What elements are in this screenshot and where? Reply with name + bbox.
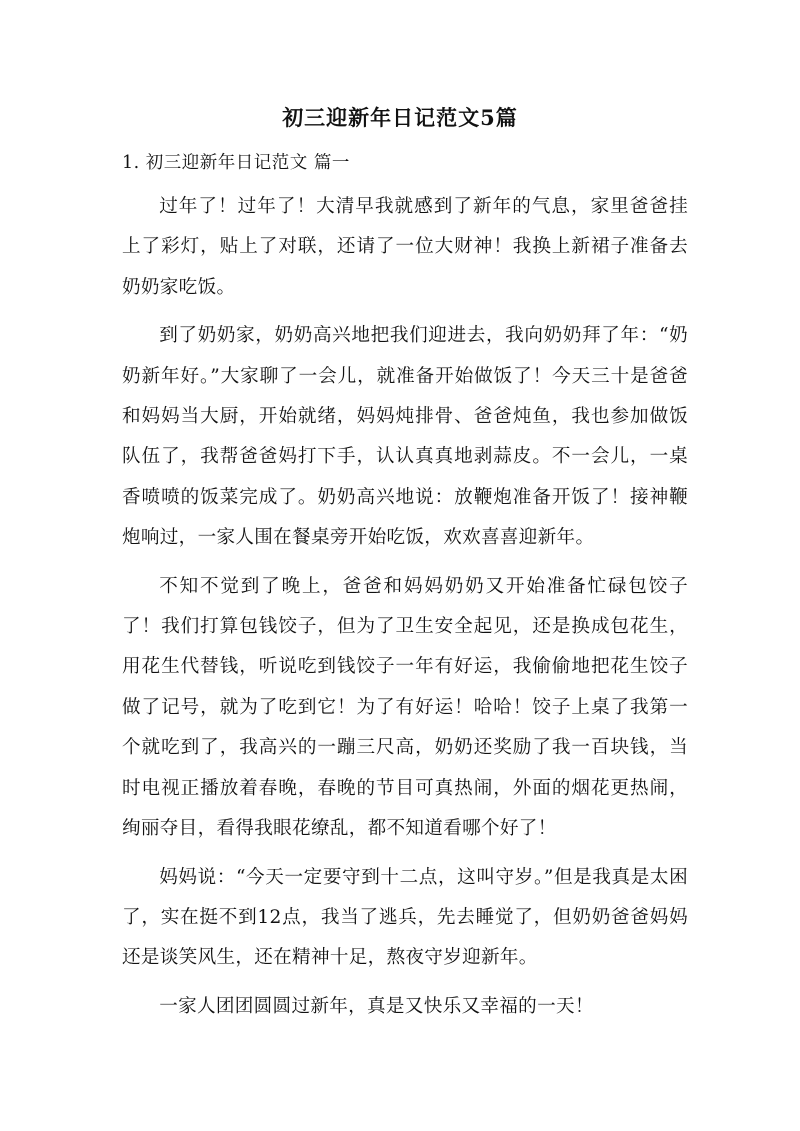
- article-body: [122, 187, 688, 1035]
- paragraph: 妈妈说：“今天一定要守到十二点，这叫守岁。”但是我真是太困了，实在挺不到12点，我当了逃兵，先去睡觉了，但奶奶爸爸妈妈还是谈笑风生，还在精神十足，熬夜守岁迎新年。: [122, 866, 688, 969]
- page-title: 初三迎新年日记范文5篇: [282, 105, 518, 130]
- paragraph: 过年了！过年了！大清早我就感到了新年的气息，家里爸爸挂上了彩灯，贴上了对联，还请了一位大财神！我换上新裙子准备去奶奶家吃饭。: [122, 196, 688, 298]
- paragraph: 到了奶奶家，奶奶高兴地把我们迎进去，我向奶奶拜了年：“奶奶新年好。”大家聊了一会儿，就准备开始做饭了！今天三十是爸爸和妈妈当大厨，开始就绪，妈妈炖排骨、爸爸炖鱼，我也参加做饭队伍了，我帮爸爸妈打下手，认认真真地剥蒜皮。不一会儿，一桌香喷喷的饭菜完成了。奶奶高兴地说：放鞭炮准备开饭了！接神鞭炮响过，一家人围在餐桌旁开始吃饭，欢欢喜喜迎新年。: [122, 325, 688, 549]
- paragraph: 一家人团团圆圆过新年，真是又快乐又幸福的一天！: [159, 995, 594, 1017]
- paragraph: 不知不觉到了晚上，爸爸和妈妈奶奶又开始准备忙碌包饺子了！我们打算包钱饺子，但为了卫生安全起见，还是换成包花生，用花生代替钱，听说吃到钱饺子一年有好运，我偷偷地把花生饺子做了记号，就为了吃到它！为了有好运！哈哈！饺子上桌了我第一个就吃到了，我高兴的一蹦三尺高，奶奶还奖励了我一百块钱，当时电视正播放着春晚，春晚的节目可真热闹，外面的烟花更热闹，绚丽夺目，看得我眼花缭乱，都不知道看哪个好了！: [122, 575, 688, 840]
- section-heading: 1. 初三迎新年日记范文 篇一: [122, 153, 350, 173]
